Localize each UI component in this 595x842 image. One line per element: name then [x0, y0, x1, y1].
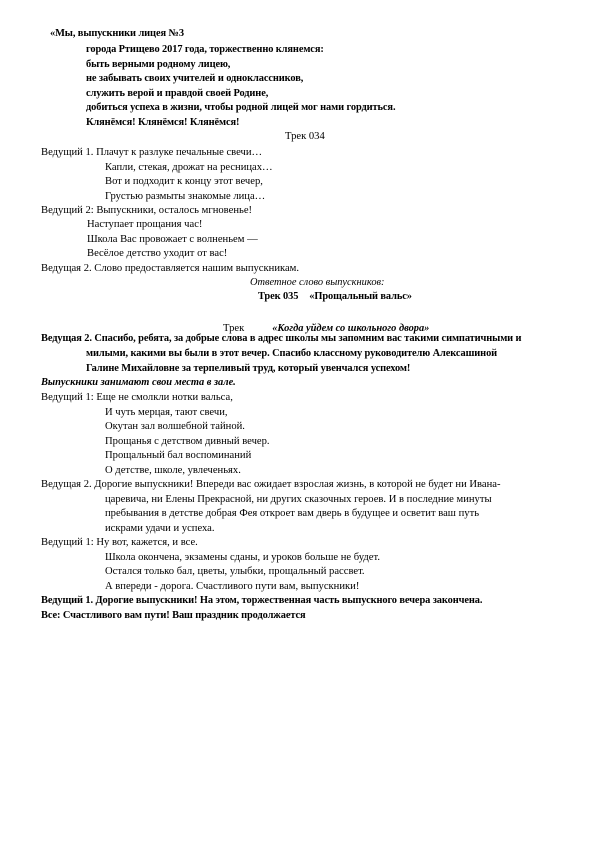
- verse-line: А впереди - дорога. Счастливого пути вам, выпускники!: [105, 581, 360, 592]
- response-heading: Ответное слово выпускников:: [250, 277, 385, 288]
- verse-line: Прощальный бал воспоминаний: [105, 450, 252, 461]
- all-final-line: Все: Счастливого вам пути! Ваш праздник продолжается: [41, 610, 306, 621]
- track-song-title: «Когда уйдем со школьного двора»: [272, 323, 430, 334]
- oath-line: города Ртищево 2017 года, торжественно клянемся:: [86, 44, 324, 55]
- verse-line: Грустью размыты знакомые лица…: [105, 191, 266, 202]
- host2-thanks-line: Ведущая 2. Спасибо, ребята, за добрые слова в адрес школы мы запомним вас такими симпатичными и: [41, 333, 522, 344]
- verse-line: Вот и подходит к концу этот вечер,: [105, 176, 263, 187]
- verse-line: Остался только бал, цветы, улыбки, прощальный рассвет.: [105, 566, 365, 577]
- track-035-label: Трек 035: [258, 291, 299, 302]
- track-song-label: Трек: [223, 323, 245, 334]
- stage-direction: Выпускники занимают свои места в зале.: [41, 377, 236, 388]
- track-034: Трек 034: [285, 131, 325, 142]
- oath-closing: Клянёмся! Клянёмся! Клянёмся!: [86, 117, 240, 128]
- verse-line: Школа Вас провожает с волненьем —: [87, 234, 258, 245]
- verse-line: Наступает прощания час!: [87, 219, 203, 230]
- host1-final-line: Ведущий 1. Дорогие выпускники! На этом, торжественная часть выпускного вечера закончена.: [41, 595, 483, 606]
- host2-b-line: Ведущая 2. Слово предоставляется нашим выпускникам.: [41, 263, 300, 274]
- oath-line: добиться успеха в жизни, чтобы родной лицей мог нами гордиться.: [86, 102, 396, 113]
- verse-line: Весёлое детство уходит от вас!: [87, 248, 228, 259]
- speaker-label: Ведущий 2:: [41, 205, 94, 216]
- verse-line: Ну вот, кажется, и все.: [96, 537, 198, 548]
- verse-line: Еще не смолкли нотки вальса,: [96, 392, 233, 403]
- host2-c-line: искрами удачи и успеха.: [105, 523, 215, 534]
- oath-line: быть верными родному лицею,: [86, 59, 231, 70]
- speaker-label: Ведущий 1:: [41, 537, 94, 548]
- host1-b-first-line: [41, 393, 233, 404]
- host2-c-line: пребывания в детстве добрая Фея откроет вам дверь в будущее и осветит ваш путь: [105, 508, 480, 519]
- host1-c-first-line: [41, 538, 198, 549]
- verse-line: Прощанья с детством дивный вечер.: [105, 436, 270, 447]
- speaker-label: Ведущий 1:: [41, 392, 94, 403]
- verse-line: Выпускники, осталось мгновенье!: [96, 205, 253, 216]
- host2-thanks-line: Галине Михайловне за терпеливый труд, который увенчался успехом!: [86, 363, 411, 374]
- verse-line: О детстве, школе, увлеченьях.: [105, 465, 241, 476]
- track-035-title: «Прощальный вальс»: [309, 291, 412, 302]
- verse-line: Школа окончена, экзамены сданы, и уроков больше не будет.: [105, 552, 380, 563]
- verse-line: Капли, стекая, дрожат на ресницах…: [105, 162, 273, 173]
- verse-line: Плачут к разлуке печальные свечи…: [96, 147, 263, 158]
- oath-title: «Мы, выпускники лицея №3: [50, 28, 184, 39]
- verse-line: Окутан зал волшебной тайной.: [105, 421, 245, 432]
- host2-c-line: Ведущая 2. Дорогие выпускники! Впереди вас ожидает взрослая жизнь, в которой не будет ни Ивана-: [41, 479, 501, 490]
- verse-line: И чуть мерцая, тают свечи,: [105, 407, 228, 418]
- host1-a-first-line: [41, 148, 262, 159]
- track-035: [258, 292, 412, 302]
- host2-a-first-line: [41, 206, 252, 217]
- speaker-label: Ведущий 1.: [41, 147, 94, 158]
- host2-thanks-line: милыми, какими вы были в этот вечер. Спасибо классному руководителю Алексашиной: [86, 348, 498, 359]
- oath-line: служить верой и правдой своей Родине,: [86, 88, 269, 99]
- oath-line: не забывать своих учителей и одноклассников,: [86, 73, 304, 84]
- host2-c-line: царевича, ни Елены Прекрасной, ни других сказочных героев. И в последние минуты: [105, 494, 492, 505]
